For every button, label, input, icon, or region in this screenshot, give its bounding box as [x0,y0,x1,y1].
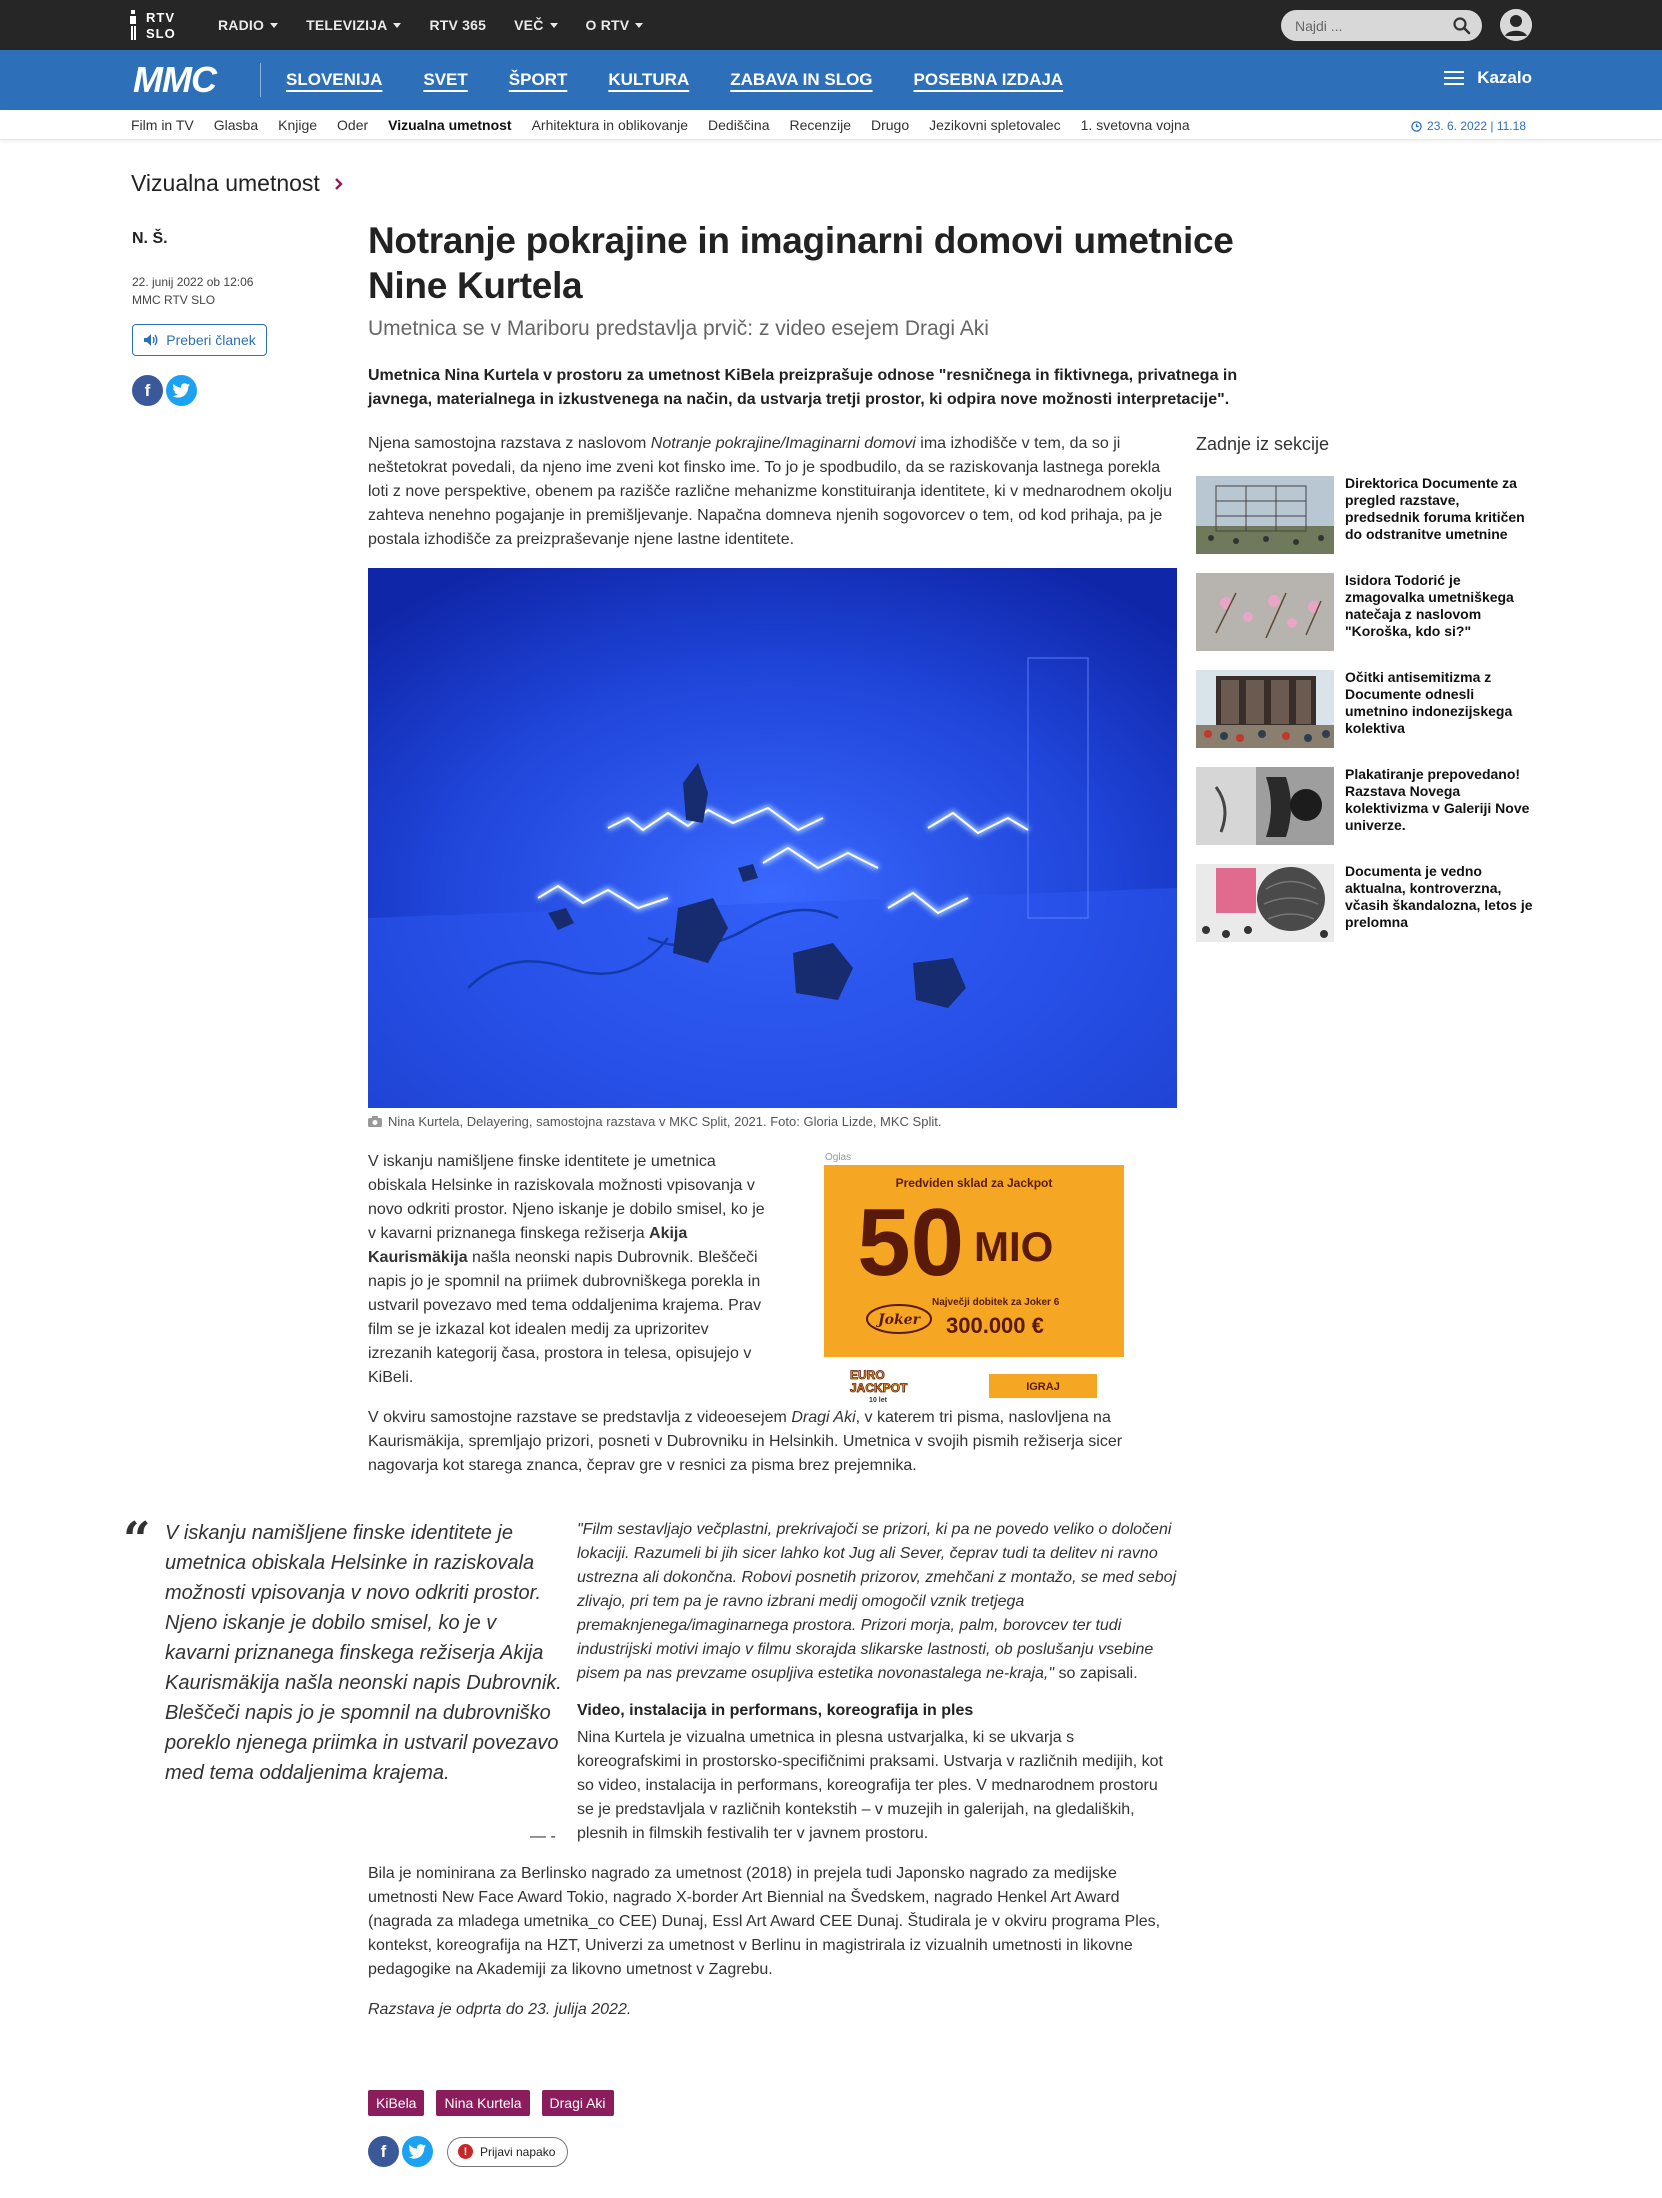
ad-cta-label: IGRAJ [1026,1381,1060,1393]
chevron-down-icon [270,23,278,28]
subnav-jezikovni-spletovalec[interactable]: Jezikovni spletovalec [929,117,1061,133]
ad-brand-line1: EURO [850,1368,885,1382]
subnav-knjige[interactable]: Knjige [278,117,318,133]
article-paragraph-4 [577,1518,1177,1686]
p1-exhibition-title: Notranje pokrajine/Imaginarni domovi [650,435,916,452]
alert-icon: ! [458,2144,473,2159]
p3-video-title: Dragi Aki [791,1409,856,1426]
rtv-logo-mark-icon [129,10,137,40]
subnav-oder[interactable]: Oder [337,117,369,133]
tag-kibela[interactable]: KiBela [368,2090,424,2116]
article-lead: Umetnica Nina Kurtela v prostoru za umetnost KiBela preizprašuje odnose "resničnega in fiktivnega, privatnega in javnega, materialnega in izkustvenega na način, da ustvarja tretji prostor, ki odpira nove možnosti interpretacije". [368,367,1238,408]
sidebar-item-title: Očitki antisemitizma z Documente odnesli umetnino indonezijskega kolektiva [1345,669,1513,736]
facebook-share-icon[interactable]: f [368,2136,399,2167]
chevron-down-icon [393,23,401,28]
camera-icon [368,1116,382,1127]
sub-nav [0,110,1662,140]
top-nav [218,0,671,50]
publish-info [132,273,253,309]
sidebar-item-title: Direktorica Documente za pregled razstave, predsednik foruma kritičen do odstranitve umetnine [1345,475,1525,542]
share-buttons-bottom [368,2136,568,2167]
sidebar-item[interactable] [1196,767,1536,864]
mmc-logo[interactable]: MMC [133,59,216,100]
nav-kultura[interactable]: KULTURA [608,70,690,89]
top-nav-radio[interactable] [218,17,278,33]
article-paragraph-6: Bila je nominirana za Berlinsko nagrado za umetnost (2018) in prejela tudi Japonsko nagrado za medijske umetnosti New Face Award Tokio, nagrado X-border Art Biennial na Švedskem, nagrado Henkel Art Award (nagrada za mladega umetnika_co CEE) Dunaj, Essl Art Award CEE Dunaj. Študirala je v okviru programa Ples, kontekst, koreografija na HZT, Univerzi za umetnost v Berlinu in magistrirala iz vizualnih umetnosti in likovne pedagogike na Akademiji za likovno umetnost v Zagrebu. [368,1865,1161,1978]
article-subtitle: Umetnica se v Mariboru predstavlja prvič: z video esejem Dragi Aki [368,317,989,340]
ad-line2: Največji dobitek za Joker 6 [932,1297,1060,1308]
datetime-text: 23. 6. 2022 | 11.18 [1427,119,1526,133]
sidebar-item[interactable] [1196,573,1536,670]
ad-brand-line2: JACKPOT [850,1381,908,1395]
p4-quote: "Film sestavljajo večplastni, prekrivajoči se prizori, ki pa ne povedo veliko o določeni lokaciji. Razumeli bi jih sicer lahko kot Jug ali Sever, čeprav tudi ta delitev ni ravno ustrezna ali dokončna. Robovi posnetih prizorov, zmehčani z montažo, se med seboj zlivajo, pri tem pa je ravno izbrani medij omogočil vznik tretjega premaknjenega/imaginarnega prostora. Prizori morja, palm, borovcev ter tudi industrijski motivi imajo v filmu skorajda slikarske lastnosti, ob poslušanju vsebine pisem pa nas prevzame osupljiva estetika novonastalega ne-kraja," [577,1521,1177,1682]
sidebar-item[interactable] [1196,476,1536,573]
share-buttons-top [132,375,200,406]
twitter-share-icon[interactable] [166,375,197,406]
top-nav-rtv365[interactable] [429,17,486,33]
p4-tail: so zapisali. [1054,1665,1138,1682]
logo-line1: RTV [146,10,175,25]
menu-icon [1444,70,1464,86]
sidebar-item-title: Documenta je vedno aktualna, kontroverzna, včasih škandalozna, letos je prelomna [1345,863,1533,930]
article-paragraph-3 [368,1406,1176,1478]
p3-text-b: , v katerem tri pisma, naslovljena na Kaurismäkija, spremljajo prizori, posneti v Dubrovniku in Helsinkih. Umetnica v svojih pismih režiserja sicer nagovarja kot starega znanca, čeprav gre v resnici za pisma brez prejemnika. [368,1409,1123,1474]
top-nav-label: VEČ [514,17,544,33]
p1-text-b: ima izhodišče v tem, da so ji neštetokrat povedali, da njeno ime zveni kot finsko ime. To jo je spodbudilo, da se raziskovanja lastnega porekla loti z nove perspektive, obenem pa razišče različne mehanizme konstituiranja identitete, ki v mednarodnem okolju zahteva nenehno pogajanje in premišljevanje. Napačna domneva njenih sogovorcev o tem, od kod prihaja, pa je postala izhodišče za preizpraševanje njene lastne identitete. [368,435,1172,548]
ad-label: Oglas [825,1152,852,1163]
mmc-nav-bar [0,50,1662,110]
article-paragraph-1 [368,432,1176,552]
top-nav-televizija[interactable] [306,17,401,33]
search-input[interactable] [1295,10,1445,41]
ad-brand-line3: 10 let [869,1397,887,1404]
logo-line2: SLO [146,26,176,41]
nav-svet[interactable]: SVET [423,70,468,89]
neon-installation-image [368,568,1177,1108]
caption-text: Nina Kurtela, Delayering, samostojna razstava v MKC Split, 2021. Foto: Gloria Lizde, MKC Split. [388,1114,942,1129]
chevron-right-icon [334,177,343,191]
facebook-share-icon[interactable]: f [132,375,163,406]
ad-amount: 300.000 € [946,1313,1044,1338]
subnav-drugo[interactable]: Drugo [870,117,910,133]
clock-icon [1411,121,1422,132]
sidebar-thumbnail [1196,767,1334,845]
top-nav-label: O RTV [585,17,630,33]
top-bar [0,0,1662,50]
sidebar-thumbnail [1196,573,1334,651]
subnav-svetovna-vojna[interactable]: 1. svetovna vojna [1080,117,1190,133]
article-headline: Notranje pokrajine in imaginarni domovi umetnice Nine Kurtela [368,220,1234,306]
p2-director-name: Akija Kaurismäkija [368,1225,688,1266]
subnav-vizualna-umetnost[interactable]: Vizualna umetnost [388,117,512,133]
top-nav-label: RADIO [218,17,265,33]
ad-big-number: 50 [857,1189,964,1296]
article-photo[interactable] [368,568,1177,1108]
rtv-slo-logo[interactable] [128,7,182,43]
subnav-dediscina[interactable]: Dediščina [708,117,770,133]
sidebar-thumbnail [1196,864,1334,942]
p2-text-a: V iskanju namišljene finske identitete je umetnica obiskala Helsinke in raziskovala možnosti vpisovanja v novo odkriti prostor. Njeno iskanje je dobilo smisel, ko je v kavarni priznanega finskega režiserja [368,1153,765,1242]
publish-source: MMC RTV SLO [132,293,216,307]
article-tags [368,2090,626,2116]
ad-banner [824,1165,1124,1357]
chevron-down-icon [550,23,558,28]
eurojackpot-ad[interactable] [824,1165,1124,1404]
ad-joker-logo: Joker [878,1312,920,1328]
nav-slovenija[interactable]: SLOVENIJA [286,70,383,89]
quote-mark-icon: “ [123,1512,151,1568]
article-paragraph-5: Nina Kurtela je vizualna umetnica in plesna ustvarjalka, ki se ukvarja s koreografskimi in prostorsko-specifičnimi praksami. Ustvarja v različnih medijih, kot so video, instalacija in performans, koreografija ter ples. V mednarodnem prostoru se je predstavljala v različnih kontekstih – v muzejih in galerijah, na gledaliških, plesnih in filmskih festivalih ter v javnem prostoru. [577,1729,1163,1842]
kazalo-button[interactable] [1444,68,1532,88]
pull-quote-text: V iskanju namišljene finske identitete je umetnica obiskala Helsinke in raziskovala možnosti vpisovanja v novo odkriti prostor. Njeno iskanje je dobilo smisel, ko je v kavarni priznanega finskega režiserja Akija Kaurismäkija našla neonski napis Dubrovnik. Bleščeči napis jo je spomnil na dubrovniško poreklo njenega priimka in ustvaril povezavo med tema oddaljenima krajema. [165,1522,562,1784]
search-icon[interactable] [1452,16,1472,36]
speaker-icon [143,333,159,347]
nav-zabava-in-slog[interactable]: ZABAVA IN SLOG [730,70,873,89]
subnav-recenzije[interactable]: Recenzije [789,117,851,133]
main-nav [286,50,1104,110]
ad-line1: Predviden sklad za Jackpot [895,1176,1053,1190]
user-account-icon[interactable] [1500,9,1532,41]
section-title-link[interactable] [131,170,343,197]
twitter-share-icon[interactable] [402,2136,433,2167]
report-label: Prijavi napako [480,2144,556,2159]
article-subheading: Video, instalacija in performans, koreografija in ples [577,1702,974,1719]
listen-article-button[interactable] [132,324,267,356]
section-title: Vizualna umetnost [131,170,320,196]
nav-sport[interactable]: ŠPORT [508,70,568,89]
top-nav-label: RTV 365 [429,17,487,33]
sidebar-item[interactable] [1196,864,1536,961]
sub-nav-items [131,110,1210,140]
p1-text-a: Njena samostojna razstava z naslovom [368,435,651,452]
top-nav-ortv[interactable] [586,17,644,33]
top-nav-label: TELEVIZIJA [306,17,388,33]
kazalo-label: Kazalo [1477,68,1532,87]
publish-date: 22. junij 2022 ob 12:06 [132,275,254,289]
photo-caption [368,1114,941,1129]
chevron-down-icon [635,23,643,28]
p3-text-a: V okviru samostojne razstave se predstavlja z videoesejem [368,1409,792,1426]
current-datetime [1411,119,1526,133]
nav-posebna-izdaja[interactable]: POSEBNA IZDAJA [913,70,1064,89]
sidebar-thumbnail [1196,476,1334,554]
sidebar-list [1196,476,1536,961]
listen-label: Preberi članek [166,332,256,348]
author: N. Š. [132,230,168,247]
article-paragraph-2 [368,1150,772,1390]
subnav-film-in-tv[interactable]: Film in TV [131,117,194,133]
ad-unit: MIO [974,1223,1054,1270]
search-box [1281,10,1482,41]
top-nav-vec[interactable] [514,17,557,33]
report-error-button[interactable] [447,2137,568,2167]
sidebar-item[interactable] [1196,670,1536,767]
tag-dragi-aki[interactable]: Dragi Aki [542,2090,614,2116]
sidebar-title: Zadnje iz sekcije [1196,434,1330,454]
pull-quote-attribution: — - [530,1828,556,1845]
p2-text-b: našla neonski napis Dubrovnik. Bleščeči napis jo je spomnil na priimek dubrovniškega porekla in ustvaril povezavo med tema oddaljenima krajema. Prav film se je izkazal kot idealen medij za uprizoritev izrezanih kategorij časa, prostora in telesa, opisujejo v KiBeli. [368,1249,762,1386]
tag-nina-kurtela[interactable]: Nina Kurtela [436,2090,529,2116]
article-paragraph-7: Razstava je odprta do 23. julija 2022. [368,2001,632,2018]
subnav-glasba[interactable]: Glasba [213,117,259,133]
nav-divider [260,63,261,97]
ad-footer [824,1365,1124,1405]
subnav-arhitektura[interactable]: Arhitektura in oblikovanje [531,117,689,133]
sidebar-item-title: Isidora Todorić je zmagovalka umetniškega natečaja z naslovom "Koroška, kdo si?" [1345,572,1514,639]
sidebar-item-title: Plakatiranje prepovedano! Razstava Novega kolektivizma v Galeriji Nove univerze. [1345,766,1530,833]
sidebar-thumbnail [1196,670,1334,748]
